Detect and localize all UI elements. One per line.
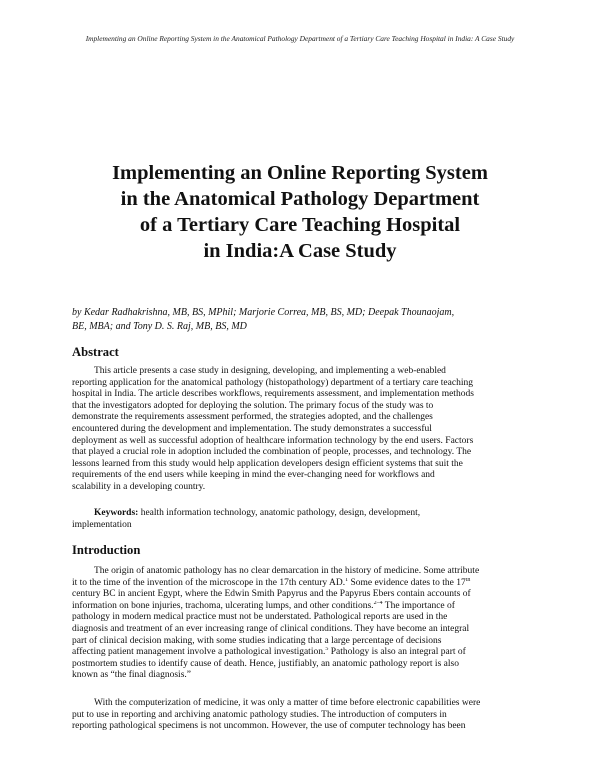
abstract-line: hospital in India. The article describes workflows, requirements assessment, and implementation methods [72,389,474,400]
intro-text: information on bone injuries, trachoma, ulcerating lumps, and other conditions. [72,600,374,611]
intro-text: affecting patient management involve a pathological investigation. [72,647,326,658]
title-line: in India:A Case Study [203,240,397,262]
introduction-heading: Introduction [72,543,141,557]
keywords-line: implementation [72,519,132,530]
citation-ref: 5 [325,647,329,653]
intro-line: known as “the final diagnosis.” [72,670,191,681]
intro-line: The origin of anatomic pathology has no clear demarcation in the history of medicine. Some attribute [94,566,480,576]
intro-line: reporting pathological specimens is not uncommon. However, the use of computer technology has been [72,721,466,732]
abstract-line: requirements of the end users while keeping in mind the ever-changing need for workflows and [72,470,435,481]
author-line: by Kedar Radhakrishna, MB, BS, MPhil; Marjorie Correa, MB, BS, MD; Deepak Thounaojam, [72,307,455,318]
intro-line: With the computerization of medicine, it was only a matter of time before electronic capabilities were [94,698,481,708]
abstract-line: demonstrate the requirements assessment performed, the strategies adopted, and the challenges [72,412,433,423]
intro-line: century BC in ancient Egypt, where the Edwin Smith Papyrus and the Papyrus Ebers contain accounts of [72,589,471,600]
abstract-line: lessons learned from this study would help application developers design efficient systems that suit the [72,458,463,469]
intro-text: Pathology is also an integral part of [328,647,466,658]
keywords [72,508,532,531]
keywords-text: health information technology, anatomic pathology, design, development, [140,508,421,518]
abstract-line: This article presents a case study in designing, developing, and implementing a web-enabled [94,366,446,376]
keywords-label: Keywords: [94,508,139,518]
keywords-line [72,508,532,520]
ordinal-suffix: th [465,577,471,583]
abstract-line: reporting application for the anatomical pathology (histopathology) department of a tertiary care teaching [72,377,473,388]
abstract-text [72,366,532,494]
title-line: in the Anatomical Pathology Department [120,188,480,210]
intro-text: Some evidence dates to the 17 [348,577,466,588]
citation-ref: 1 [345,577,349,583]
abstract-line: encountered during the development and implementation. The study demonstrates a successful [72,423,432,434]
citation-ref: 2–4 [373,600,383,606]
intro-line [72,578,532,590]
introduction-paragraph-1 [72,566,532,682]
abstract-heading: Abstract [72,345,119,359]
intro-line [72,647,532,659]
title-line: Implementing an Online Reporting System [112,162,488,184]
abstract-line: that played a crucial role in adoption included the combination of people, processes, and technology. The [72,447,472,458]
author-line: BE, MBA; and Tony D. S. Raj, MB, BS, MD [72,320,247,332]
author-byline [72,306,542,333]
intro-line [72,601,532,613]
running-head: Implementing an Online Reporting System in the Anatomical Pathology Department of a Tertiary Care Teaching Hospital in India: A Case Study [85,34,515,43]
article-title [60,160,540,264]
intro-line: postmortem studies to identify cause of death. Hence, justifiably, an anatomic pathology report is also [72,658,459,669]
intro-line: pathology in modern medical practice must not be understated. Pathological reports are used in the [72,612,448,623]
abstract-line: deployment as well as successful adoption of healthcare information technology by the end users. Factors [72,435,474,446]
abstract-line: that the investigators adopted for deploying the solution. The primary focus of the study was to [72,400,434,411]
intro-text: it to the time of the invention of the microscope in the 17th century AD. [72,577,346,588]
abstract-line: scalability in a developing country. [72,481,206,492]
intro-text: The importance of [382,600,455,611]
introduction-paragraph-2 [72,698,532,733]
title-line: of a Tertiary Care Teaching Hospital [139,214,461,236]
intro-line: put to use in reporting and archiving anatomic pathology studies. The introduction of computers in [72,709,447,720]
intro-line: diagnosis and treatment of an ever increasing range of clinical conditions. They have become an integral [72,623,470,634]
intro-line: part of clinical decision making, with some studies indicating that a large percentage of decisions [72,635,442,646]
